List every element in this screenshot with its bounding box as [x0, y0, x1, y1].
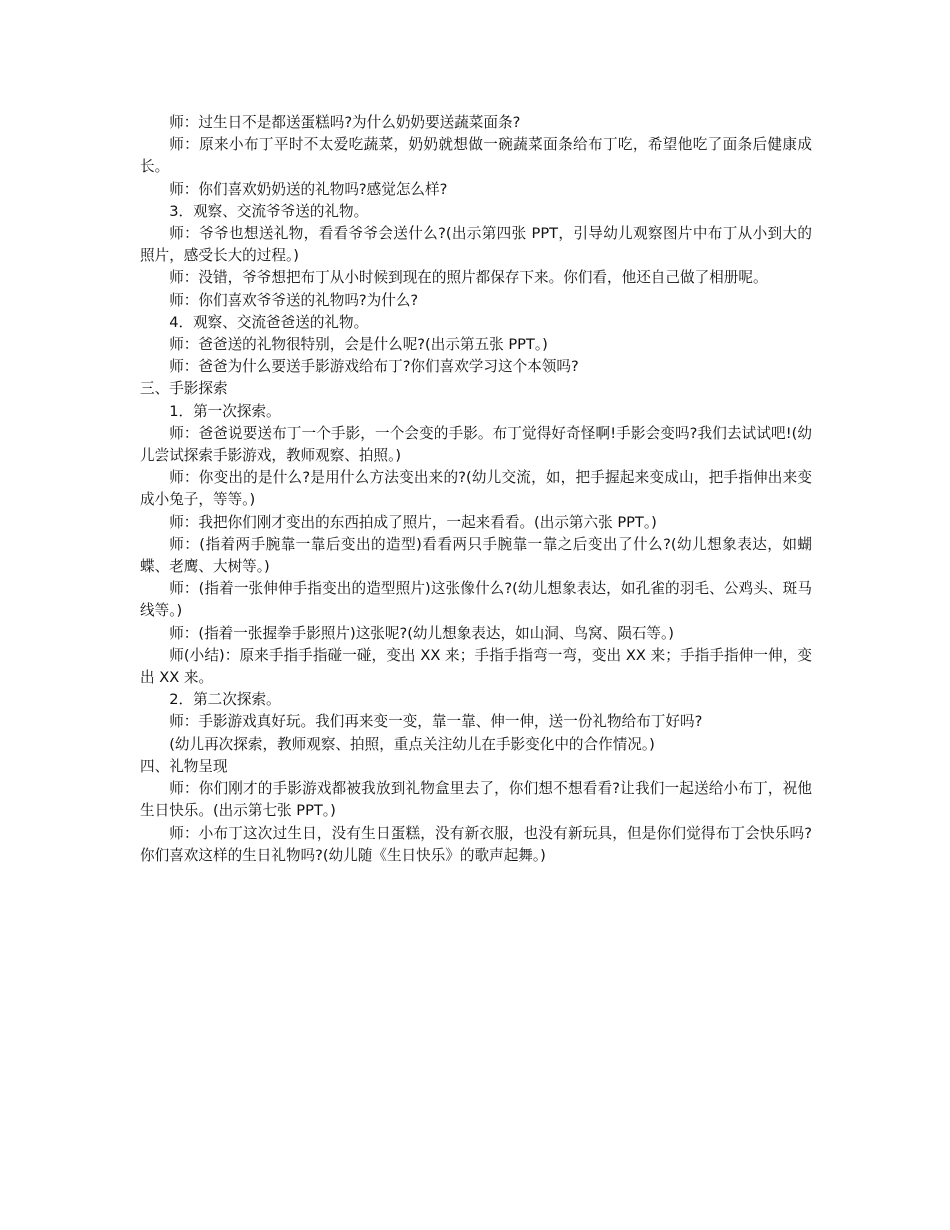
paragraph: 师：(指着两手腕靠一靠后变出的造型)看看两只手腕靠一靠之后变出了什么?(幼儿想象表达，如蝴蝶、老鹰、大树等。)	[140, 535, 812, 576]
paragraph: 师：爷爷也想送礼物，看看爷爷会送什么?(出示第四张 PPT，引导幼儿观察图片中布丁从小到大的照片，感受长大的过程。)	[140, 225, 812, 265]
paragraph: 师：手影游戏真好玩。我们再来变一变，靠一靠、伸一伸，送一份礼物给布丁好吗?	[169, 713, 703, 731]
paragraph: 师：原来小布丁平时不太爱吃蔬菜，奶奶就想做一碗蔬菜面条给布丁吃，希望他吃了面条后健康成长。	[140, 136, 812, 176]
paragraph: 师：你们喜欢奶奶送的礼物吗?感觉怎么样?	[169, 180, 448, 198]
paragraph: 师：爸爸说要送布丁一个手影，一个会变的手影。布丁觉得好奇怪啊!手影会变吗?我们去试试吧!(幼儿尝试探索手影游戏，教师观察、拍照。)	[140, 424, 812, 465]
paragraph: 师：爸爸为什么要送手影游戏给布丁?你们喜欢学习这个本领吗?	[169, 358, 579, 376]
section-heading: 四、礼物呈现	[140, 757, 228, 775]
paragraph: 师：你们喜欢爷爷送的礼物吗?为什么?	[169, 291, 419, 309]
paragraph: 师(小结)：原来手指手指碰一碰，变出 XX 来；手指手指弯一弯，变出 XX 来；手指手指伸一伸，变出 XX 来。	[140, 646, 812, 687]
paragraph: 师：(指着一张握拳手影照片)这张呢?(幼儿想象表达，如山洞、鸟窝、陨石等。)	[169, 624, 675, 642]
step-heading: 1．第一次探索。	[169, 402, 281, 420]
paragraph: 师：没错，爷爷想把布丁从小时候到现在的照片都保存下来。你们看，他还自己做了相册呢。	[169, 269, 768, 287]
paragraph: 师：爸爸送的礼物很特别，会是什么呢?(出示第五张 PPT。)	[169, 336, 548, 354]
paragraph: 师：小布丁这次过生日，没有生日蛋糕，没有新衣服，也没有新玩具，但是你们觉得布丁会快乐吗?你们喜欢这样的生日礼物吗?(幼儿随《生日快乐》的歌声起舞。)	[140, 824, 812, 864]
paragraph: 师：你们刚才的手影游戏都被我放到礼物盒里去了，你们想不想看看?让我们一起送给小布丁，祝他生日快乐。(出示第七张 PPT。)	[140, 780, 812, 820]
step-heading: 2．第二次探索。	[169, 691, 281, 709]
paragraph: 师：我把你们刚才变出的东西拍成了照片，一起来看看。(出示第六张 PPT。)	[169, 513, 657, 531]
paragraph: 师：过生日不是都送蛋糕吗?为什么奶奶要送蔬菜面条?	[169, 114, 521, 131]
step-heading: 3．观察、交流爷爷送的礼物。	[169, 202, 369, 220]
step-heading: 4．观察、交流爸爸送的礼物。	[169, 313, 369, 331]
section-heading: 三、手影探索	[140, 380, 228, 398]
paragraph: 师：你变出的是什么?是用什么方法变出来的?(幼儿交流，如，把手握起来变成山，把手指伸出来变成小兔子，等等。)	[140, 469, 812, 509]
paragraph: 师：(指着一张伸伸手指变出的造型照片)这张像什么?(幼儿想象表达，如孔雀的羽毛、公鸡头、斑马线等。)	[140, 580, 812, 620]
document-page	[140, 112, 812, 867]
paragraph: (幼儿再次探索，教师观察、拍照，重点关注幼儿在手影变化中的合作情况。)	[169, 735, 655, 753]
